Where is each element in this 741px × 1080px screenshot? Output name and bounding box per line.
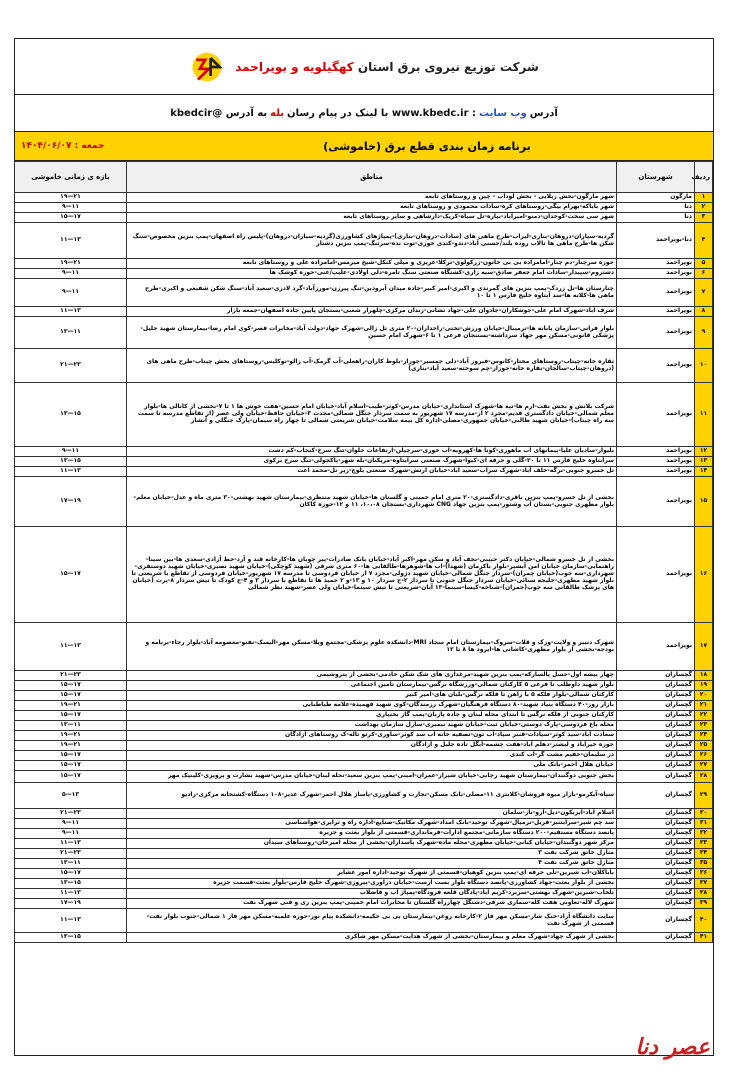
row-city: گچساران xyxy=(617,771,695,783)
table-row xyxy=(15,849,713,859)
row-number: ۳۸ xyxy=(695,889,713,899)
row-city: گچساران xyxy=(617,721,695,731)
table-row xyxy=(15,457,713,467)
col-index: ردیف xyxy=(695,162,713,193)
row-time: ۱۵—۱۷ xyxy=(15,527,127,623)
row-time: ۹—۱۱ xyxy=(15,279,127,307)
row-time: ۱۳—۱۱ xyxy=(15,317,127,349)
table-row xyxy=(15,213,713,223)
table-row xyxy=(15,761,713,771)
table-row xyxy=(15,193,713,203)
row-number: ۹ xyxy=(695,317,713,349)
row-city: گچساران xyxy=(617,909,695,933)
row-number: ۱۴ xyxy=(695,467,713,477)
row-areas: شهر باباکه-بهرام بیگی-روستاهای کره-سادات محمودی و روستاهای تابعه xyxy=(127,203,617,213)
row-city: گچساران xyxy=(617,731,695,741)
row-number: ۳۶ xyxy=(695,869,713,879)
row-city: گچساران xyxy=(617,933,695,943)
table-row xyxy=(15,721,713,731)
row-areas: شهرک دنییر و ولایت-ورک و قلات-سروک-بیمارستان امام سجاد MRI-دانشکده علوم پزشکی-مجتمع ویلا-مسکن مهر-الیسک-نفتو-معصومه آباد-بلوار رجاء-برنامه و بودجه-بخشی از بلوار مطهری-کاشانی ها-ایرود ها ۸ تا ۱۲ xyxy=(127,623,617,671)
table-row xyxy=(15,889,713,899)
row-city: گچساران xyxy=(617,859,695,869)
row-areas: حوزه سرچنار-دم چنار-امامزاده بی بی خاتون-زرکولوی-ترکلا-عزیزی و میلی کنکل-شیخ میرمس-امامزاده علی و روستاهای تابعه xyxy=(127,259,617,269)
row-time: ۹—۱۱ xyxy=(15,829,127,839)
row-areas: اسلام آباد-آبریکون-دیل-آرو-ناز-سلمان xyxy=(127,809,617,819)
watermark-logo xyxy=(610,1018,720,1074)
row-city: گچساران xyxy=(617,879,695,889)
row-city: گچساران xyxy=(617,889,695,899)
row-number: ۲۵ xyxy=(695,741,713,751)
row-time: ۱۳—۱۵ xyxy=(15,879,127,889)
row-city: گچساران xyxy=(617,899,695,909)
row-time: ۱۵—۱۷ xyxy=(15,751,127,761)
table-row xyxy=(15,819,713,829)
table-row xyxy=(15,203,713,213)
watermark-text: عصر دنا xyxy=(635,1035,710,1060)
row-areas: بازار روز-۴۰ دستگاه بنیاد شهید-۸۰ دستگاه فرهنگیان-شهرک رزمندگان-کوی شهید فهمیده-علامه طباطبایی xyxy=(127,701,617,711)
row-areas: سرآبتاوه خلیج فارس ۱۱ تا ۲۰-گلی و حرفه ای-کیوا-شهرک صنعتی سرآبتاوه-مریکنان-بله شهر-پاکجولی-تنگ سرخ برکوی xyxy=(127,457,617,467)
table-row xyxy=(15,869,713,879)
row-areas: محله باغ فردوسی-پارک دوستی-خیابان ثبت-خیابان شهید نیمیری-سازل سازمان بهداشت xyxy=(127,721,617,731)
row-city: بویراحمد xyxy=(617,317,695,349)
row-areas: سعادت آباد-سید کوثر-سیادات-قنبر سیاد-آب تون-تصفیه خانه آب سد کوثر-ساوری-کرتو ناله-ک روستاهای آزادگان xyxy=(127,731,617,741)
row-number: ۷ xyxy=(695,279,713,307)
table-row xyxy=(15,383,713,447)
row-number: ۱۹ xyxy=(695,681,713,691)
table-row xyxy=(15,829,713,839)
row-city: گچساران xyxy=(617,711,695,721)
row-areas: بلوار فرانی-سازمان یابانه ها-ترمینال-خیابان ورزش-تختی-راحداران-۲۰ متری تل زالی-شهرک جهاد-دولت آباد-مخابرات قصر-کوی امام رضا-بیمارستان شهید جلیل-پزشکی قانونی-مسکن مهر جهاد سرداشته-بستنجان فرعی ۱ تا ۶-شهرک امام حسین xyxy=(127,317,617,349)
row-city: گچساران xyxy=(617,671,695,681)
row-city: بویراحمد xyxy=(617,527,695,623)
row-number: ۳۲ xyxy=(695,829,713,839)
row-number: ۱۳ xyxy=(695,457,713,467)
row-time: ۵—۱۳ xyxy=(15,783,127,809)
row-time: ۲۱—۲۳ xyxy=(15,809,127,819)
row-city: گچساران xyxy=(617,741,695,751)
row-time: ۲۱—۲۳ xyxy=(15,349,127,383)
row-city: بویراحمد xyxy=(617,279,695,307)
table-row xyxy=(15,741,713,751)
row-city: بویراحمد xyxy=(617,623,695,671)
col-city: شهرستان xyxy=(617,162,695,193)
title-bar xyxy=(15,132,713,161)
col-areas: مناطق xyxy=(127,162,617,193)
row-areas: شهر سی سخت-کوخدان-دمنو-امیرآباد-بیاره-تل سیاه-کریک-دارشاهی و سایر روستاهای تابعه xyxy=(127,213,617,223)
row-areas: تقاره خانه-چیتاب-روستاهای مختار-کانوس-فیروز آباد-دلی جمسیر-جوزار-بلوط کاران-راهعلی-آب گرمک-آب زالو-نوکلیس-روستاهای بخش چیتاب-طرح ماهی های (دروهان-چیتاب-سالجان-نقاره خانه-جوزار-چم سوخته-سعید آباد-بناری) xyxy=(127,349,617,383)
row-areas: کارکنان شمالی-بلوار فلکه ۵ با راهن تا فلکه نرگس-بلبان های-امیر کبیر xyxy=(127,691,617,701)
row-time: ۱۹—۲۱ xyxy=(15,259,127,269)
row-city: گچساران xyxy=(617,691,695,701)
row-time: ۲۱—۲۳ xyxy=(15,671,127,681)
row-time: ۹—۱۱ xyxy=(15,819,127,829)
row-time: ۱۳—۱۱ xyxy=(15,859,127,869)
row-city: دنا xyxy=(617,203,695,213)
table-row xyxy=(15,671,713,681)
row-time: ۱۱—۱۳ xyxy=(15,909,127,933)
row-areas: گردیه-سیاران-دروهان-بناری-لیراب-طرح ماهی های (سادات-دروهان-بناری)-پمپاژهای کشاورزی(گردیه-سیاران-دروهان)-پلیس راه اصفهان-پمپ بنزین مخصوص-سنگ شکن ها-طرح ماهی ها تالاب روده بلند/حسنی آباد-دندو-کندی خوری-توت نده-سرتنگ-پمپ بنزین دشتار xyxy=(127,223,617,259)
row-time: ۱۱—۱۳ xyxy=(15,623,127,671)
table-row xyxy=(15,259,713,269)
row-number: ۲۶ xyxy=(695,751,713,761)
row-number: ۱۶ xyxy=(695,527,713,623)
row-number: ۳۱ xyxy=(695,819,713,829)
row-time: ۱۱—۱۳ xyxy=(15,307,127,317)
row-number: ۲۱ xyxy=(695,701,713,711)
row-areas: شهرک لاله-تعاونی هفت کله-سماری شرقی-دشتگل چهارراه گلستان تا مخابرات امام خمینی-پمپ بنزین ری و فنی شهرک نفت xyxy=(127,899,617,909)
row-number: ۱۱ xyxy=(695,383,713,447)
row-number: ۲۳ xyxy=(695,721,713,731)
row-areas: پانصد دستگاه مستقیم-۲۰۰ دستگاه سازمانی-مجتمع ادارات-فرمانداری-قسمتی از بلوار بعثت و جزیره xyxy=(127,829,617,839)
row-number: ۲۷ xyxy=(695,761,713,771)
page-title: برنامه زمان بندی قطع برق (خاموشی) xyxy=(323,139,531,153)
row-city: گچساران xyxy=(617,761,695,771)
row-time: ۱۱—۱۳ xyxy=(15,839,127,849)
row-city: گچساران xyxy=(617,701,695,711)
row-time: ۱۹—۲۱ xyxy=(15,193,127,203)
row-time: ۲۱—۲۳ xyxy=(15,849,127,859)
row-city: گچساران xyxy=(617,869,695,879)
row-areas: دز سلیمان-حفیم مشت گر-آب کندی xyxy=(127,751,617,761)
row-city: دنا-بویراحمد xyxy=(617,223,695,259)
table-row xyxy=(15,681,713,691)
row-time: ۱۳—۱۵ xyxy=(15,933,127,943)
row-city: بویراحمد xyxy=(617,269,695,279)
row-number: ۱۷ xyxy=(695,623,713,671)
row-number: ۱ xyxy=(695,193,713,203)
row-areas: سیاه-آبکرمو-بازار میوه فروشان-کلانتری ۱۱-مصلی-بانک مسکن-تجارت و کشاورزی-پاساژ هلال احمر-شهرک غدیر-۱۰۸ دستگاه-کشتخانه مرکزی-رادیو xyxy=(127,783,617,809)
row-time: ۱۵—۱۷ xyxy=(15,869,127,879)
row-city: مارگون xyxy=(617,193,695,203)
row-number: ۳۵ xyxy=(695,859,713,869)
row-areas: شهر مارگون-بخش زیلایی - بخش لوداب - چین و روستاهای تابعه xyxy=(127,193,617,203)
row-number: ۳ xyxy=(695,213,713,223)
row-time: ۹—۱۱ xyxy=(15,447,127,457)
table-row xyxy=(15,447,713,457)
row-number: ۳۴ xyxy=(695,849,713,859)
row-number: ۵ xyxy=(695,259,713,269)
table-row xyxy=(15,859,713,869)
row-number: ۳۹ xyxy=(695,899,713,909)
header xyxy=(15,39,713,95)
row-areas: شرف آباد-شهرک امام علی-جوشکاران-جادوان علی-جهاد نشانی-زندان مرکزی-چلهرار شعبی-بستجان پایین جاده اصفهان-جمعه بازار xyxy=(127,307,617,317)
table-row xyxy=(15,349,713,383)
table-row xyxy=(15,783,713,809)
table-row xyxy=(15,909,713,933)
table-row xyxy=(15,223,713,259)
row-number: ۲۹ xyxy=(695,783,713,809)
row-number: ۴ xyxy=(695,223,713,259)
row-time: ۱۱—۱۳ xyxy=(15,889,127,899)
row-areas: بخشی از شهرک جهاد-شهرک معلم و بیمارستان-بخشی از شهرک هدایت-مسکن مهر شاکری xyxy=(127,933,617,943)
row-areas: چنارستان ها-تل زردک-پمپ بنزین های گمرندی و اکبری-امیر کبیر-جاده میدان آبرودین-تنگ پیرزن-مورزآباد-گرد لادری-سعید آباد-سنگ شکن شفیعی و اکبری-طرح ماهی ها-کلاته ها-سد آبتاوه خلیج فارس ۱ تا ۱۰ xyxy=(127,279,617,307)
row-areas: دشتروم-سپیدار-سادات امام جعفر صادق-سیه زاری-کشتگاه صنعتی سنگ تامره-دلی اولادی-علیپ/غنی-حوزه کوشک ها xyxy=(127,269,617,279)
table-row xyxy=(15,809,713,819)
row-number: ۱۵ xyxy=(695,477,713,527)
row-time: ۹—۱۱ xyxy=(15,203,127,213)
table-row xyxy=(15,879,713,889)
row-city: دنا xyxy=(617,213,695,223)
row-areas: چهار بیشه اول-حسل پالسارکه-پمپ بنزین شهید-مرغداری های شک شکن خادمی-بخشی از پتروشیمی xyxy=(127,671,617,681)
row-areas: تل خسرو جنوبی-نرگه-خلف آباد-شهرک سراب-سعید آباد-خیابان ارتش-شهرک صنعتی بلوچ-زیر تل-محمد اعت xyxy=(127,467,617,477)
row-number: ۴۱ xyxy=(695,933,713,943)
table-row xyxy=(15,623,713,671)
company-name: شرکت توزیع نیروی برق استان کهگیلویه و بویراحمد xyxy=(235,59,539,74)
row-number: ۲ xyxy=(695,203,713,213)
row-areas: بلوار شهید داوطلب تا فرعی ۵ کارکنان شمالی-ورزشگاه نرگس-بیمارستان تامین اجتماعی xyxy=(127,681,617,691)
row-city: گچساران xyxy=(617,809,695,819)
table-row xyxy=(15,701,713,711)
row-time: ۱۳—۱۵ xyxy=(15,457,127,467)
table-row xyxy=(15,899,713,909)
row-city: گچساران xyxy=(617,751,695,761)
row-time: ۱۵—۱۷ xyxy=(15,711,127,721)
row-time: ۱۹—۲۱ xyxy=(15,741,127,751)
table-header-row xyxy=(15,162,713,193)
row-number: ۲۲ xyxy=(695,711,713,721)
row-time: ۱۱—۱۳ xyxy=(15,223,127,259)
row-time: ۱۳—۱۵ xyxy=(15,383,127,447)
contact-line: آدرس وب سایت : www.kbedc.ir با لینک در پیام رسان بله به آدرس @kbedcir xyxy=(15,95,713,132)
row-city: گچساران xyxy=(617,819,695,829)
row-time: ۱۹—۲۱ xyxy=(15,731,127,741)
row-time: ۱۵—۱۷ xyxy=(15,761,127,771)
table-row xyxy=(15,477,713,527)
row-areas: شرکت بلاتش و بخش نفت-ارم ها-تپه ها-شهرک استانداری-خیابان مدرس-کوثر-طیب-اسلام آباد-خیابان امام حسین-هفت خوش ها ۱ تا ۷-بخشی از کانالی ها-بلوار معلم شمالی-خیابان دادگستری قدیم-مجرد ۲ از-مدرسه ۱۷ شهریور به سمت سردار جنگل شمالی-مجدت ۳-خیابان حافظ-خیابان ولی عصر (از تقاطع مدرسه تا سمت سه راه چیتاب)-خیابان شهید طالبی-خیابان جمهوری-مصلی-اداره کل بیمه سلامت-خیابان شریعتی شمالی تا چهار راه سیمان-پارک جنگلی و آبشار xyxy=(127,383,617,447)
row-areas: کارکنان جنوبی از فلکه نرگس تا ابتدای محله لبنان و جاده پازنان-پمپ گاز بختیاری xyxy=(127,711,617,721)
row-number: ۲۸ xyxy=(695,771,713,783)
table-row xyxy=(15,467,713,477)
schedule-sheet xyxy=(14,38,714,1056)
row-areas: خیابان هلال احمر-بانک ملی xyxy=(127,761,617,771)
table-row xyxy=(15,269,713,279)
row-number: ۳۰ xyxy=(695,809,713,819)
table-row xyxy=(15,711,713,721)
row-number: ۶ xyxy=(695,269,713,279)
row-city: بویراحمد xyxy=(617,383,695,447)
table-row xyxy=(15,933,713,943)
row-city: بویراحمد xyxy=(617,259,695,269)
row-areas: بلیوار-سادیان علیا-پیمانهای آب ماهوری-کونا ها-کهرویه-آب خوری-سرچیلن-ارتفاعات حلوان-تنگ سرخ-کنجاب-کم دشت xyxy=(127,447,617,457)
table-row xyxy=(15,751,713,761)
row-number: ۲۴ xyxy=(695,731,713,741)
row-number: ۱۲ xyxy=(695,447,713,457)
row-number: ۱۸ xyxy=(695,671,713,681)
row-city: بویراحمد xyxy=(617,457,695,467)
row-time: ۱۱—۱۳ xyxy=(15,467,127,477)
row-city: بویراحمد xyxy=(617,307,695,317)
row-areas: بخشی از تل خسرو-پمپ بنزین باقری-دادگستری-۲۰ متری امام خمینی و گلستان ها-خیابان شهید منتظری-بیمارستان شهید بهشتی-۳۰ متری ماه و عدل-خیابان معلم-بلوار مطهری جنوبی-بستان آب وشتور-پمپ بنزین جهاد CNG شهرداری-بستجان ۱۰،۰۸، ۱۱ و ۱۲-حوزه کاکان xyxy=(127,477,617,527)
row-city: بویراحمد xyxy=(617,349,695,383)
row-time: ۱۷—۱۹ xyxy=(15,899,127,909)
row-areas: منازل خاتق شرکت نفت ۳ xyxy=(127,849,617,859)
row-areas: منازل خاتق شرکت نفت ۴ xyxy=(127,859,617,869)
col-time: بازه ی زمانی خاموشی xyxy=(15,162,127,193)
table-row xyxy=(15,279,713,307)
row-city: بویراحمد xyxy=(617,477,695,527)
row-city: گچساران xyxy=(617,681,695,691)
company-logo-icon xyxy=(189,50,225,84)
row-areas: مرکز شهر دوگنبدان-خیابان کیانی-خیابان مطهری-محله ماده-شهرک پاسداران-بخشی از محله امیرخان-روستاهای سیدان xyxy=(127,839,617,849)
table-row xyxy=(15,691,713,701)
table-row xyxy=(15,771,713,783)
row-areas: تلخاب-شیرین-شهرک بهشتی-سربرد-کریم آباد-پادگان قلعه فرودگاه-پمپاژ آب و فاضلاب xyxy=(127,889,617,899)
row-time: ۱۵—۱۷ xyxy=(15,771,127,783)
row-areas: باباکلان-آب شیرین-تلی حرفه ای-پمپ بنزین کوهیان-قسمتی از شهرک توحید-اداره امور عشایر xyxy=(127,869,617,879)
row-areas: سایت دانشگاه آزاد-خنک شار-مسکن مهر فاز ۲-کارخانه روغن-بیمارستان بی بی حکیمه-دانشکده پیام نور-حوزه علمیه-مسکن مهر فاز ۱ شمالی-جنوب بلوار نفت-قسمتی از شهرک نفت xyxy=(127,909,617,933)
row-areas: بخشی از بلوار بعثت-جهاد کشاورزی-پانصد دستگاه بلوار بست ارست-خیابان دراوری-پیروزی-شهرک خلیج فارس-بلوار بعثت-قسمت جزیره xyxy=(127,879,617,889)
row-number: ۳۷ xyxy=(695,879,713,889)
table-row xyxy=(15,731,713,741)
row-time: ۱۵—۱۷ xyxy=(15,691,127,701)
schedule-date: جمعه : ۱۴۰۴/۰۶/۰۷ xyxy=(21,141,105,151)
outage-table xyxy=(14,161,713,943)
table-row xyxy=(15,317,713,349)
row-city: بویراحمد xyxy=(617,447,695,457)
table-row xyxy=(15,527,713,623)
row-city: گچساران xyxy=(617,839,695,849)
row-areas: سد چم شیر-سرآبتنبز-قربل-ترمیال-شهرک توحید-بانک امداد-شهرک مکانیک-صنایع-اداره راه و ترابری-هواشناسی xyxy=(127,819,617,829)
row-city: گچساران xyxy=(617,783,695,809)
row-city: گچساران xyxy=(617,849,695,859)
row-time: ۱۵—۱۷ xyxy=(15,681,127,691)
row-number: ۳۳ xyxy=(695,839,713,849)
row-areas: حوزه خیرآباد و لیشتر-دهلم آباد-هفت چشمه-آبگل تاده جلیل و آزادگان xyxy=(127,741,617,751)
row-city: بویراحمد xyxy=(617,467,695,477)
table-row xyxy=(15,839,713,849)
row-time: ۱۳—۱۱ xyxy=(15,721,127,731)
row-city: گچساران xyxy=(617,829,695,839)
row-areas: بخشی از تل خسرو شمالی-خیابان دکتر حبیبی-نجف آباد و سکن مهر-اکبر آباد-خیابان بانک صادرات-پیر چوبان ها-کارخانه قند و آرد-خط آزادی-سعدی ها-بین سینا-راهنمایی-سازمان خیابان امن آبشیر-بلوار باکرمان (شهدا)-اب ها-شوهرها-طالقانی ها-۶۰ متری شرقی (شهید کوچکی)-خیابان شهید نصیری-خیابان شهید دوستفری-شهرداری-سه جوب(خیابان چمران)-سردار جنگل شمالی-خیابان شهید دژولی-مجرد ۷ از خیابان فردوسی تا مدرسه ۱۷ شهریور-خیابان فردوسی از تقاطع با شریعتی تا بلوار شهید مطهری-خلیجه سنائی-خیابان سردار جنگل جنوبی تا سردار ۲-ج سردار ۱۰ و ۱۳-و ۲ حمید ها تا تقاطع با سردار ۳ و ۴-ج کودک تا تیش سردار ۸-پرت (خیابان های پزشک طالقانی سه جوب(جمران)-شناخه-کیسا-سینما-۱۳ آبان-شریعتی تا تیش سینما-خیابان ولی عصر-شهید نظر شمالی xyxy=(127,527,617,623)
row-areas: بخش جنوبی دوگنبدان-بیمارستان شهید رجایی-خیابان شیراز-عمران-امینی-پمپ بنزین سعید-نحله لبنان-خیابان مدرس-شهید بشارت و پرویزی-کلینیک مهر xyxy=(127,771,617,783)
row-time: ۱۷—۱۹ xyxy=(15,477,127,527)
row-number: ۴۰ xyxy=(695,909,713,933)
row-number: ۸ xyxy=(695,307,713,317)
row-number: ۱۰ xyxy=(695,349,713,383)
row-number: ۲۰ xyxy=(695,691,713,701)
table-row xyxy=(15,307,713,317)
row-time: ۱۵—۱۷ xyxy=(15,213,127,223)
row-time: ۹—۱۱ xyxy=(15,269,127,279)
row-time: ۱۹—۲۱ xyxy=(15,701,127,711)
